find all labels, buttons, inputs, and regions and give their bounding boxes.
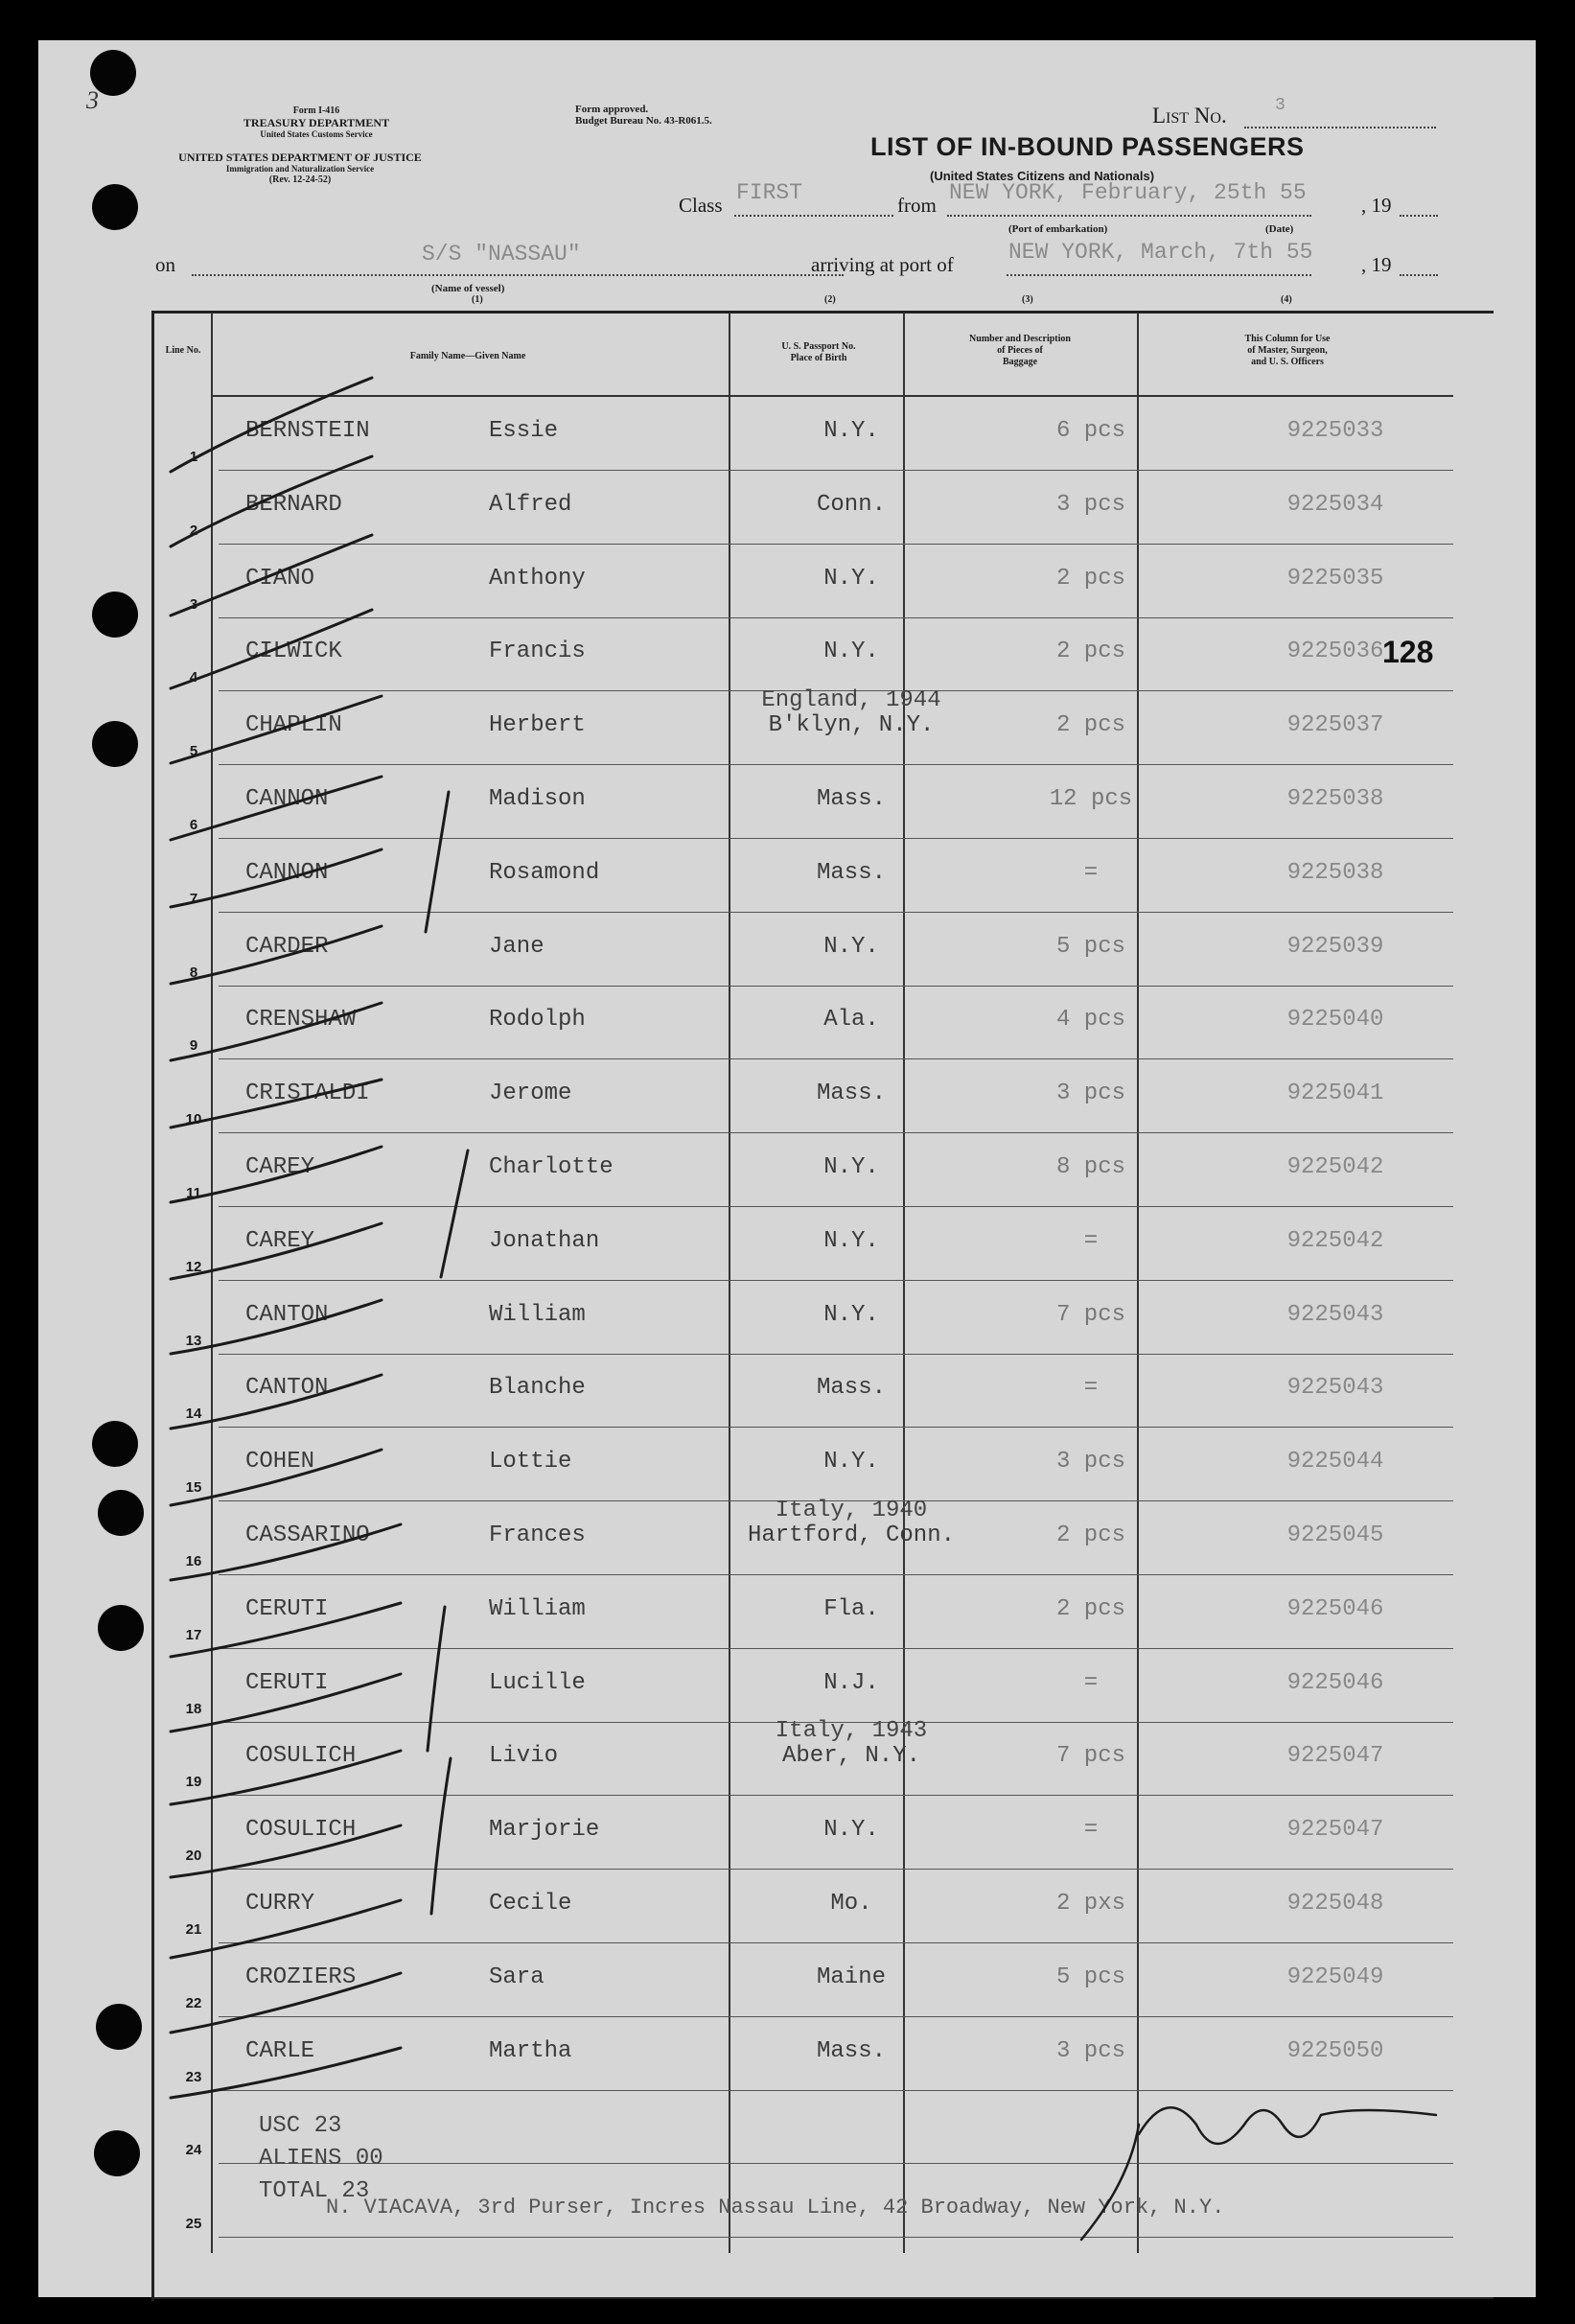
arriving-label: arriving at port of	[811, 253, 954, 276]
officer-number: 9225038	[1286, 786, 1384, 812]
port-embark-caption: (Port of embarkation)	[1008, 223, 1108, 235]
officer-number: 9225034	[1286, 491, 1384, 518]
line-number: 7	[189, 890, 198, 907]
baggage: 3 pcs	[1055, 2037, 1125, 2064]
col-header-name: Family Name—Given Name	[409, 351, 526, 361]
from-label: from	[897, 194, 937, 217]
family-name: CANNON	[245, 786, 329, 812]
place-of-birth: Mass.	[816, 1375, 886, 1402]
punch-hole	[94, 2130, 140, 2176]
officer-number: 9225046	[1286, 1595, 1384, 1622]
family-name: CANTON	[245, 1375, 329, 1402]
family-name: COSULICH	[245, 1817, 357, 1844]
col4-caption: (4)	[1281, 294, 1292, 305]
col2-caption: (2)	[824, 294, 836, 305]
given-name: Jane	[489, 933, 544, 960]
year-label-2: , 19	[1361, 253, 1392, 276]
line-number: 9	[189, 1037, 198, 1055]
place-of-birth: N.Y.	[823, 933, 879, 960]
given-name: Cecile	[489, 1891, 572, 1917]
arriving-value: NEW YORK, March, 7th 55	[1008, 240, 1313, 265]
family-name: BERNARD	[245, 491, 342, 518]
punch-hole	[98, 1605, 144, 1651]
family-name: CROZIERS	[245, 1964, 357, 1990]
given-name: Sara	[489, 1964, 544, 1990]
customs-service: United States Customs Service	[260, 129, 373, 139]
passenger-table	[151, 313, 1453, 2253]
line-number: 3	[189, 595, 198, 613]
place-of-birth: N.Y.	[823, 1227, 879, 1254]
naturalization-note: Italy, 1943	[775, 1718, 928, 1745]
family-name: CRISTALDI	[245, 1081, 370, 1107]
handwritten-marks	[151, 313, 1453, 2253]
list-no-label: List No.	[1152, 104, 1227, 128]
place-of-birth: N.Y.	[823, 565, 879, 592]
punch-hole	[92, 184, 138, 230]
line-number: 19	[185, 1774, 202, 1791]
officer-number: 9225043	[1286, 1301, 1384, 1328]
family-name: COSULICH	[245, 1743, 357, 1770]
place-of-birth: Conn.	[816, 491, 886, 518]
place-of-birth: N.Y.	[823, 639, 879, 665]
col-header-baggage: Number and Description of Pieces of Baggage	[969, 334, 1071, 367]
col-header-passport: U. S. Passport No. Place of Birth	[781, 341, 856, 363]
given-name: Lottie	[489, 1449, 572, 1476]
baggage: 3 pcs	[1055, 1449, 1125, 1476]
given-name: Livio	[489, 1743, 559, 1770]
place-of-birth: Hartford, Conn.	[747, 1522, 956, 1548]
officer-number: 9225042	[1286, 1154, 1384, 1180]
page-subtitle: (United States Citizens and Nationals)	[930, 169, 1155, 183]
given-name: Jerome	[489, 1081, 572, 1107]
officer-number: 9225049	[1286, 1964, 1384, 1990]
given-name: Herbert	[489, 712, 586, 739]
family-name: CANNON	[245, 859, 329, 886]
family-name: CANTON	[245, 1301, 329, 1328]
line-number: 15	[185, 1479, 202, 1497]
page-title: LIST OF IN-BOUND PASSENGERS	[870, 132, 1305, 161]
ins-service: Immigration and Naturalization Service	[225, 164, 375, 174]
place-of-birth: Mass.	[816, 786, 886, 812]
purser-line: N. VIACAVA, 3rd Purser, Incres Nassau Line, 42 Broadway, New York, N.Y.	[326, 2196, 1225, 2219]
col-header-line: Line No.	[165, 345, 201, 356]
line-number: 11	[186, 1185, 201, 1201]
officer-number: 9225048	[1286, 1891, 1384, 1917]
side-note: 128	[1382, 635, 1434, 669]
place-of-birth: Fla.	[823, 1595, 879, 1622]
given-name: Blanche	[489, 1375, 586, 1402]
line-number: 23	[185, 2068, 202, 2085]
corner-note: 3	[86, 86, 99, 114]
officer-number: 9225050	[1286, 2037, 1384, 2064]
from-value: NEW YORK, February, 25th 55	[949, 180, 1307, 205]
place-of-birth: Mass.	[816, 2037, 886, 2064]
officer-number: 9225044	[1286, 1449, 1384, 1476]
form-approved: Form approved.	[575, 104, 649, 115]
family-name: CAREY	[245, 1227, 315, 1254]
officer-number: 9225047	[1286, 1817, 1384, 1844]
baggage: =	[1083, 1375, 1099, 1402]
family-name: CRENSHAW	[245, 1007, 357, 1034]
baggage: =	[1083, 1669, 1099, 1696]
given-name: Essie	[489, 418, 559, 444]
line-number: 24	[185, 2142, 202, 2159]
place-of-birth: Mass.	[816, 1081, 886, 1107]
officer-number: 9225041	[1286, 1081, 1384, 1107]
place-of-birth: N.Y.	[823, 418, 879, 444]
line-number: 10	[185, 1111, 202, 1128]
family-name: CHAPLIN	[245, 712, 342, 739]
baggage: 5 pcs	[1055, 933, 1125, 960]
class-label: Class	[679, 194, 723, 217]
given-name: Anthony	[489, 565, 586, 592]
place-of-birth: N.Y.	[823, 1301, 879, 1328]
given-name: Jonathan	[489, 1227, 600, 1254]
date-caption: (Date)	[1265, 223, 1294, 235]
line-number: 22	[185, 1994, 202, 2011]
col1-caption: (1)	[472, 294, 483, 305]
place-of-birth: Maine	[816, 1964, 886, 1990]
naturalization-note: England, 1944	[761, 687, 941, 714]
baggage: 7 pcs	[1055, 1301, 1125, 1328]
baggage: 2 pcs	[1055, 1522, 1125, 1548]
baggage: =	[1083, 859, 1099, 886]
baggage: 2 pcs	[1055, 1595, 1125, 1622]
summary-aliens: ALIENS 00	[259, 2146, 383, 2172]
officer-number: 9225038	[1286, 859, 1384, 886]
form-revision: (Rev. 12-24-52)	[268, 174, 332, 185]
place-of-birth: N.Y.	[823, 1449, 879, 1476]
baggage: 2 pcs	[1055, 712, 1125, 739]
baggage: =	[1083, 1817, 1099, 1844]
given-name: Frances	[489, 1522, 586, 1548]
place-of-birth: Mo.	[830, 1891, 872, 1917]
line-number: 5	[189, 743, 198, 760]
family-name: CILWICK	[245, 639, 342, 665]
family-name: CARDER	[245, 933, 329, 960]
vessel-caption: (Name of vessel)	[431, 283, 505, 294]
officer-number: 9225033	[1286, 418, 1384, 444]
officer-number: 9225043	[1286, 1375, 1384, 1402]
summary-usc: USC 23	[259, 2113, 342, 2139]
given-name: Rosamond	[489, 859, 600, 886]
col-header-officers: This Column for Use of Master, Surgeon, and U. S. Officers	[1244, 334, 1331, 367]
family-name: CERUTI	[245, 1669, 329, 1696]
form-number: Form I-416	[292, 105, 340, 116]
family-name: CERUTI	[245, 1595, 329, 1622]
justice-block	[151, 151, 449, 186]
family-name: COHEN	[245, 1449, 315, 1476]
baggage: 2 pcs	[1055, 565, 1125, 592]
line-number: 25	[185, 2216, 202, 2233]
place-of-birth: N.Y.	[823, 1154, 879, 1180]
place-of-birth: Ala.	[823, 1007, 879, 1034]
naturalization-note: Italy, 1940	[775, 1498, 928, 1523]
family-name: CARLE	[245, 2037, 315, 2064]
approval-block	[575, 104, 712, 127]
justice-dept: UNITED STATES DEPARTMENT OF JUSTICE	[178, 151, 422, 164]
budget-bureau: Budget Bureau No. 43-R061.5.	[575, 115, 712, 127]
officer-number: 9225039	[1286, 933, 1384, 960]
line-number: 20	[185, 1848, 202, 1865]
place-of-birth: N.Y.	[823, 1817, 879, 1844]
given-name: William	[489, 1301, 586, 1328]
col3-caption: (3)	[1022, 294, 1033, 305]
officer-number: 9225036	[1286, 639, 1384, 665]
given-name: Lucille	[489, 1669, 586, 1696]
officer-number: 9225037	[1286, 712, 1384, 739]
on-label: on	[155, 253, 175, 276]
vessel-name: S/S "NASSAU"	[422, 242, 581, 267]
family-name: CURRY	[245, 1891, 315, 1917]
line-number: 16	[185, 1553, 202, 1569]
baggage: 12 pcs	[1049, 786, 1133, 812]
baggage: 3 pcs	[1055, 491, 1125, 518]
family-name: CASSARINO	[245, 1522, 370, 1548]
officer-number: 9225042	[1286, 1227, 1384, 1254]
line-number: 1	[189, 449, 198, 465]
punch-hole	[96, 2004, 142, 2050]
line-number: 18	[185, 1700, 202, 1717]
baggage: 8 pcs	[1055, 1154, 1125, 1180]
punch-hole	[98, 1490, 144, 1536]
officer-number: 9225046	[1286, 1669, 1384, 1696]
line-number: 2	[189, 522, 198, 539]
officer-number: 9225035	[1286, 565, 1384, 592]
family-name: CAREY	[245, 1154, 315, 1180]
line-number: 21	[185, 1921, 202, 1938]
place-of-birth: Mass.	[816, 859, 886, 886]
family-name: BERNSTEIN	[245, 418, 370, 444]
baggage: =	[1083, 1227, 1099, 1254]
place-of-birth: B'klyn, N.Y.	[768, 712, 935, 739]
given-name: Martha	[489, 2037, 572, 2064]
punch-hole	[92, 721, 138, 767]
family-name: CIANO	[245, 565, 315, 592]
line-number: 8	[189, 964, 198, 981]
baggage: 7 pcs	[1055, 1743, 1125, 1770]
summary-total: TOTAL 23	[259, 2178, 370, 2204]
place-of-birth: N.J.	[823, 1669, 879, 1696]
baggage: 6 pcs	[1055, 418, 1125, 444]
punch-hole	[92, 1421, 138, 1467]
form-id-block	[211, 105, 422, 140]
treasury-dept: TREASURY DEPARTMENT	[243, 116, 390, 129]
officer-number: 9225040	[1286, 1007, 1384, 1034]
given-name: Francis	[489, 639, 586, 665]
given-name: William	[489, 1595, 586, 1622]
officer-number: 9225045	[1286, 1522, 1384, 1548]
list-no-value: 3	[1275, 96, 1285, 115]
given-name: Madison	[489, 786, 586, 812]
baggage: 4 pcs	[1055, 1007, 1125, 1034]
given-name: Charlotte	[489, 1154, 614, 1180]
given-name: Marjorie	[489, 1817, 600, 1844]
class-value: FIRST	[736, 180, 803, 205]
baggage: 3 pcs	[1055, 1081, 1125, 1107]
line-number: 4	[189, 669, 198, 686]
baggage: 2 pcs	[1055, 639, 1125, 665]
baggage: 5 pcs	[1055, 1964, 1125, 1990]
line-number: 17	[185, 1626, 202, 1643]
year-label: , 19	[1361, 194, 1392, 217]
place-of-birth: Aber, N.Y.	[781, 1743, 921, 1770]
line-number: 12	[185, 1258, 202, 1275]
line-number: 13	[185, 1332, 202, 1349]
line-number: 6	[189, 817, 198, 833]
baggage: 2 pxs	[1055, 1891, 1125, 1917]
officer-number: 9225047	[1286, 1743, 1384, 1770]
line-number: 14	[185, 1406, 202, 1423]
punch-hole	[92, 592, 138, 638]
given-name: Alfred	[489, 491, 572, 518]
given-name: Rodolph	[489, 1007, 586, 1034]
